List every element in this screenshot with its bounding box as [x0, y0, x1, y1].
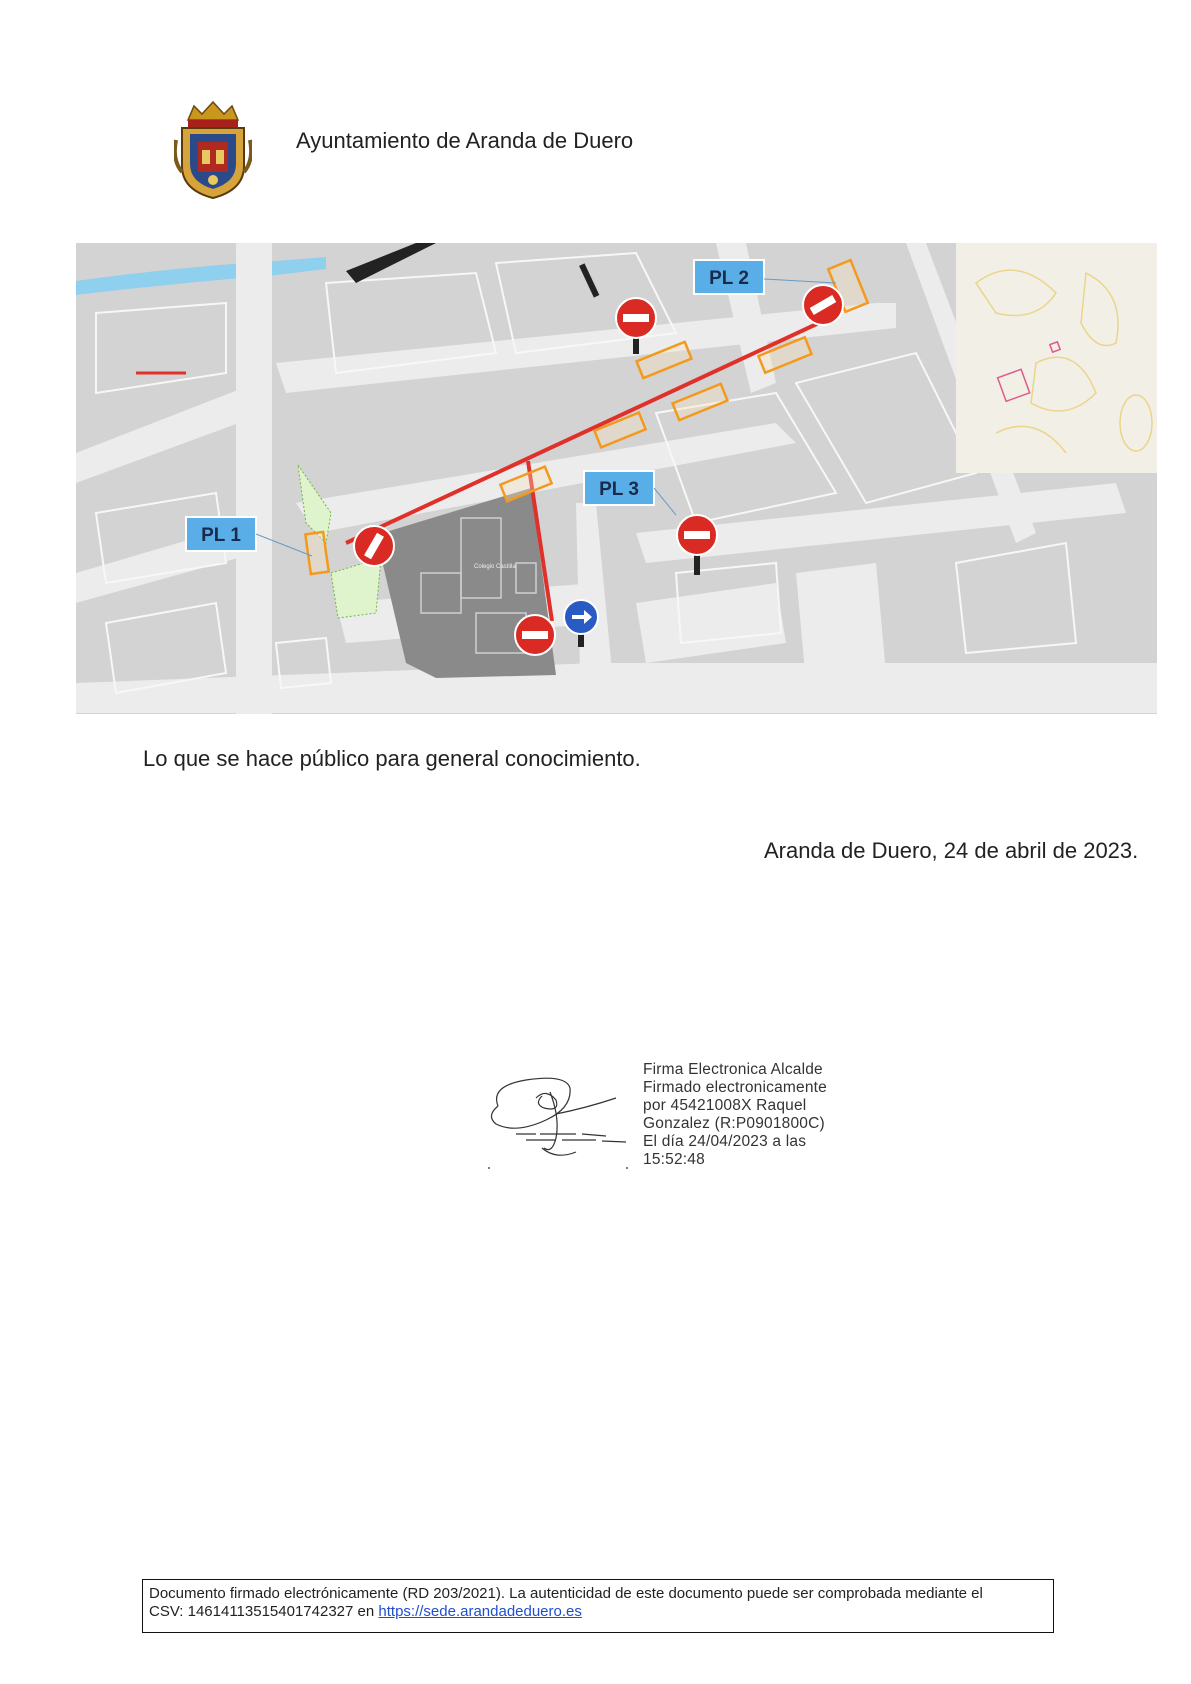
- signature-line-2: Firmado electronicamente: [643, 1079, 827, 1096]
- handwritten-signature-icon: [486, 1068, 638, 1172]
- footer-csv-line: [149, 1603, 1047, 1621]
- svg-text:PL 1: PL 1: [201, 525, 241, 546]
- public-notice-text: Lo que se hace público para general conocimiento.: [143, 746, 641, 771]
- pl2-label: [694, 260, 764, 294]
- signature-line-5: El día 24/04/2023 a las: [643, 1133, 807, 1150]
- pl1-label: [186, 517, 256, 551]
- verification-link[interactable]: https://sede.arandadeduero.es: [378, 1603, 582, 1620]
- svg-text:PL 3: PL 3: [599, 479, 639, 500]
- traffic-closure-map: [76, 243, 1157, 714]
- electronic-signature-block: [643, 1061, 873, 1169]
- signature-line-1: Firma Electronica Alcalde: [643, 1061, 823, 1078]
- signature-line-4: Gonzalez (R:P0901800C): [643, 1115, 825, 1132]
- signature-line-3: por 45421008X Raquel: [643, 1097, 807, 1114]
- date-line: Aranda de Duero, 24 de abril de 2023.: [764, 838, 1139, 863]
- signature-line-6: 15:52:48: [643, 1151, 705, 1168]
- svg-text:PL 2: PL 2: [709, 268, 749, 289]
- building-label: Colegio Castilla: [474, 564, 516, 570]
- csv-label: CSV: 14614113515401742327 en: [149, 1603, 375, 1620]
- footer-text: Documento firmado electrónicamente (RD 203/2021). La autenticidad de este documento puede ser comprobada mediante el: [149, 1585, 983, 1602]
- verification-footer: [142, 1579, 1054, 1633]
- pl3-label: [584, 471, 654, 505]
- organization-name: Ayuntamiento de Aranda de Duero: [296, 128, 634, 153]
- coat-of-arms-icon: [174, 100, 252, 200]
